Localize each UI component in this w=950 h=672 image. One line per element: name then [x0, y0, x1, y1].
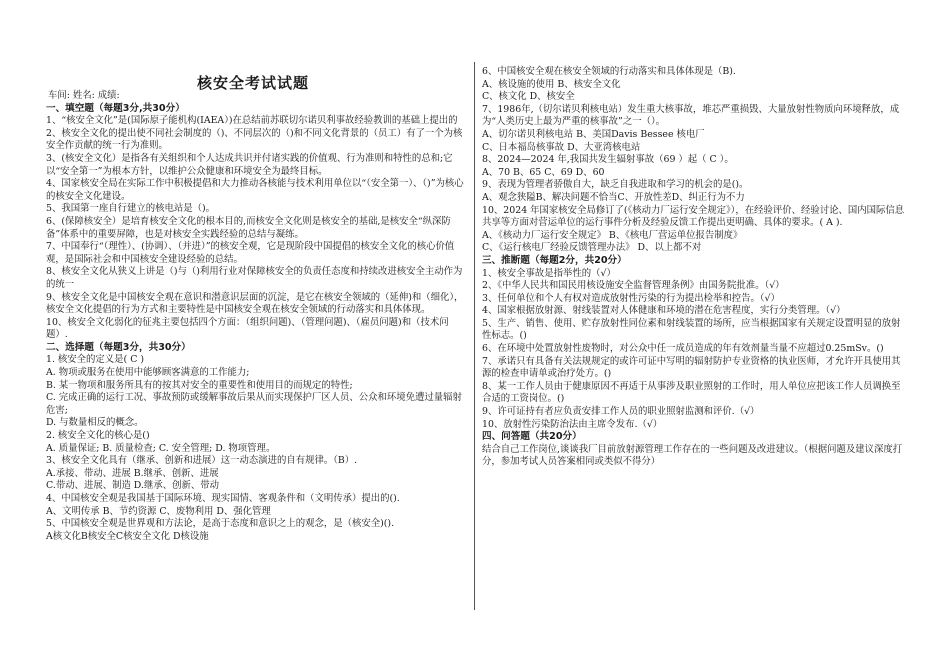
- left-text-line: 10、核安全文化弱化的征兆主要包括四个方面：（组织问题)、（管理问题)、（雇员问题)和（技术问题）.: [46, 316, 449, 341]
- right-text-line: 3、任何单位和个人有权对造成放射性污染的行为提出检举和控告。（√）: [482, 292, 780, 304]
- right-text-line: C、日本福岛核事故 D、大亚湾核电站: [482, 141, 641, 153]
- section-heading: 二、选择题（每题3分，共30分）: [46, 341, 191, 353]
- left-text-line: 1、“核安全文化”是(国际原子能机构(IAEA）)在总结前苏联切尔诺贝利事故经验教训的基础上提出的: [46, 115, 458, 127]
- right-text-line: 10、放射性污染防治法由主席令发布.（√）: [482, 418, 663, 430]
- right-column: [482, 66, 908, 469]
- right-text-line: 结合自己工作岗位,谈谈我厂目前放射源管理工作存在的一些问题及改进建议。（根据问题及建议深度打分，参加考试人员答案相同或类似不得分）: [482, 443, 903, 468]
- right-text-line: A、《核动力厂运行安全规定》 B、《核电厂营运单位报告制度》: [482, 229, 743, 241]
- left-text-line: 4、国家核安全局在实际工作中积极提倡和大力推动各核能与技术利用单位以“（安全第一）、（)”为核心的核安全文化建设。: [46, 178, 464, 202]
- left-text-line: 2. 核安全文化的核心是(): [46, 430, 150, 442]
- left-text-line: A核文化B核安全C核安全文化 D核设施: [46, 530, 209, 542]
- right-text-line: 9、表现为管理者骄傲自大，缺乏自我进取和学习的机会的是()。: [482, 179, 749, 191]
- left-text-line: 5、中国核安全观是世界观和方法论，是高于态度和意识之上的观念，是（核安全)().: [46, 518, 395, 530]
- right-text-line: A、观念狭隘B、解决问题不恰当C、开放性差D、纠正行为不力: [482, 191, 745, 203]
- left-text-line: 8、核安全文化从狭义上讲是（)与（)利用行业对保障核安全的负责任态度和持续改进核安全主动作为的统一: [46, 266, 463, 290]
- right-text-line: 4、国家根据放射源、射线装置对人体健康和环境的潜在危害程度，实行分类管理。（√）: [482, 305, 846, 317]
- left-text-line: A、文明传承 B、节约资源 C、废物利用 D、强化管理: [46, 505, 271, 517]
- right-text-line: C、《运行核电厂经验反馈管理办法》 D、以上都不对: [482, 242, 702, 254]
- left-text-line: 4、中国核安全观是我国基于国际环境、现实国情、客观条件和（文明传承）提出的().: [46, 493, 400, 504]
- left-text-line: 3、(核安全文化）是指各有关组织和个人达成共识并付诸实践的价值观、行为准则和特性的总和;它以“安全第一”为根本方针，以维护公众健康和环境安全为最终目标。: [46, 152, 453, 177]
- right-text-line: 8、2024—2024 年,我国共发生辐射事故（69 ）起（ C ）。: [482, 154, 734, 166]
- left-text-line: 7、中国奉行“（理性）、(协调）、（并进）”的核安全观，它是现阶段中国提倡的核安全文化的核心价值观，是国际社会和中国核安全建设经验的总结。: [46, 241, 455, 265]
- left-text-line: A. 质量保证; B. 质量检查; C. 安全管理; D. 物项管理。: [46, 442, 276, 454]
- right-text-line: 10、2024 年国家核安全局修订了(《核动力厂运行安全规定》），在经验评价、经验讨论、国内国际信息共享等方面对营运单位的运行事件分析及经验反馈工作提出更明确、具体的要求。( A ).: [482, 204, 905, 229]
- left-text-line: C.带动、进展、制造 D.继承、创新、带动: [46, 480, 219, 492]
- student-info-line: 车间: 姓名: 成绩:: [48, 90, 120, 101]
- right-text-line: A、核设施的使用 B、核安全文化: [482, 78, 621, 90]
- left-text-line: C. 完成正确的运行工况、事故预防或缓解事故后果从而实现保护厂区人员、公众和环境免遭过量辐射危害;: [46, 392, 462, 416]
- section-heading: 一、填空题（每题3分,共30分）: [46, 102, 185, 114]
- exam-title: 核安全考试试题: [196, 74, 309, 92]
- left-text-line: B. 某一物项和服务所具有的按其对安全的重要性和使用目的而规定的特性;: [46, 379, 353, 391]
- right-text-line: A、70 B、65 C、69 D、60: [482, 166, 605, 178]
- right-text-line: 8、某一工作人员由于健康原因不再适于从事涉及职业照射的工作时，用人单位应把该工作人员调换至合适的工资岗位。(): [482, 380, 901, 405]
- left-column: [46, 66, 466, 543]
- right-text-line: C、核文化 D、核安全: [482, 91, 575, 103]
- right-text-line: 6、中国核安全观在核安全领域的行动落实和具体体现是（B).: [482, 66, 736, 77]
- right-text-line: 7、承诺只有具备有关法规规定的或许可证中写明的辐射防护专业资格的执业医师，才允许开具使用其源的检查申请单或治疗处方。(): [482, 355, 901, 380]
- right-text-line: A、切尔诺贝利核电站 B、美国Davis Bessee 核电厂: [482, 128, 705, 140]
- right-text-line: 9、许可证持有者应负责安排工作人员的职业照射监测和评价.（√）: [482, 406, 760, 418]
- left-text-line: 1. 核安全的定义是( C ): [46, 354, 144, 366]
- left-text-line: 3、核安全文化具有（继承、创新和进展）这一动态演进的自有规律。（B）.: [46, 455, 358, 467]
- left-text-line: 5、我国第一座自行建立的核电站是（)。: [46, 203, 215, 215]
- left-text-line: 9、核安全文化是中国核安全观在意识和潜意识层面的沉淀，是它在核安全领域的（延伸)和（细化），核安全文化提倡的行为方式和主要特性是中国核安全观在核安全领域的行动落实和具体体现。: [46, 291, 464, 316]
- right-text-line: 1、核安全事故是指举性的（√）: [482, 267, 616, 279]
- left-text-line: D. 与数量相反的概念。: [46, 417, 144, 429]
- left-text-line: A. 物项或服务在使用中能够顾客满意的工作能力;: [46, 367, 250, 379]
- right-text-line: 6、在环境中处置放射性废物时，对公众中任一成员造成的年有效剂量当量不应超过0.25mSv。(): [482, 343, 884, 355]
- left-text-line: 2、核安全文化的提出使不同社会制度的（)、不同层次的（)和不同文化背景的（员工）有了一个为核安全作贡献的统一行为准则。: [46, 127, 463, 152]
- column-divider: [474, 62, 475, 610]
- right-text-line: 7、1986年,（切尔诺贝利核电站）发生重大核事故，堆芯严重损毁、大量放射性物质向环境释放，成为“人类历史上最为严重的核事故”之一（）。: [482, 103, 900, 128]
- right-text-line: 2、《中华人民共和国民用核设施安全监督管理条例》由国务院批准。（√）: [482, 280, 785, 292]
- right-text-line: 5、生产、销售、使用、贮存放射性同位素和射线装置的场所，应当根据国家有关规定设置明显的放射性标志。(): [482, 317, 901, 342]
- section-heading: 三、推断题（每题2分，共20分）: [482, 254, 627, 266]
- left-text-line: 6、(保障核安全）是培育核安全文化的根本目的,而核安全文化则是核安全的基础,是核安全“纵深防备”体系中的重要屏障，也是对核安全实践经验的总结与凝练。: [46, 215, 451, 240]
- section-heading: 四、问答题（共20分）: [482, 431, 582, 443]
- left-text-line: A.承接、带动、进展 B.继承、创新、进展: [46, 467, 219, 479]
